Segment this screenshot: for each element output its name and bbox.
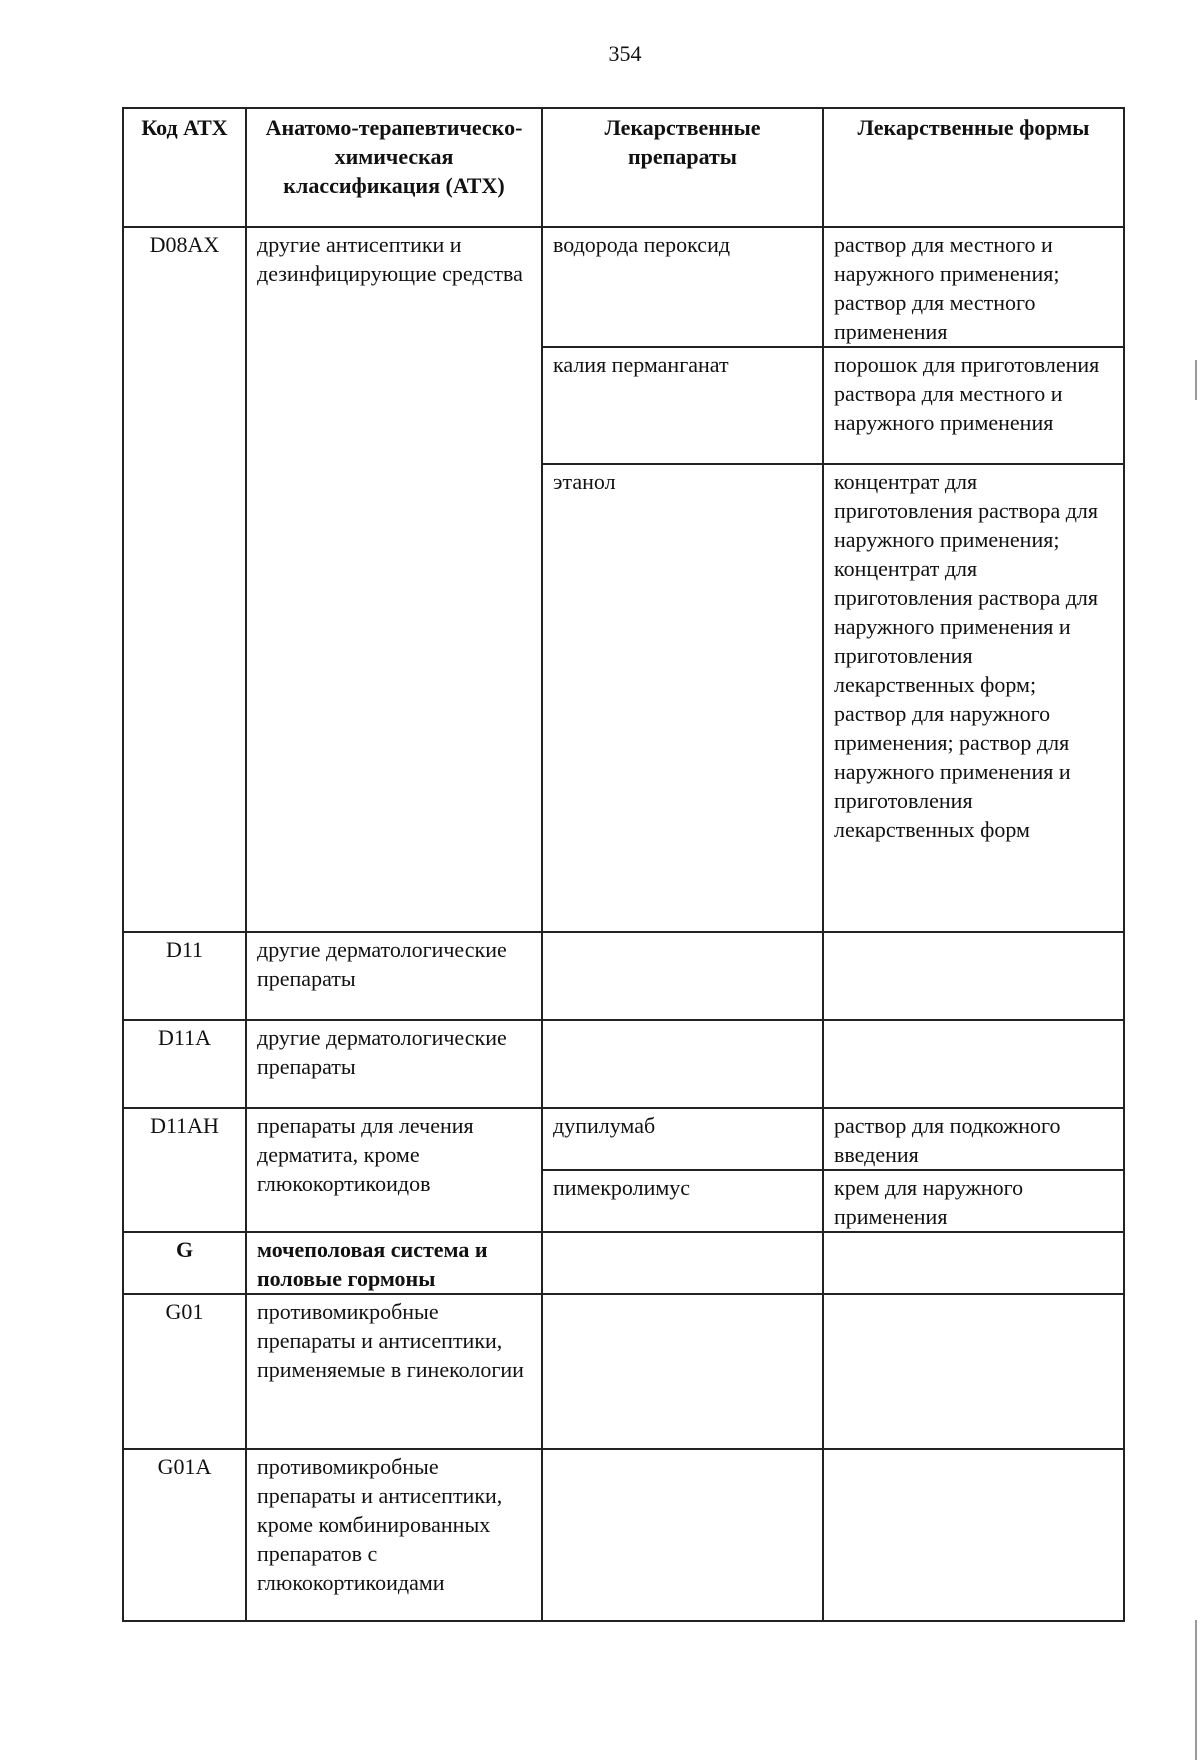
- dosage-form: [823, 1294, 1124, 1449]
- table-row: [123, 1108, 1124, 1170]
- table-row: [123, 1449, 1124, 1621]
- dosage-form: раствор для местного и наружного применения; раствор для местного применения: [823, 227, 1124, 347]
- dosage-form: раствор для подкожного введения: [823, 1108, 1124, 1170]
- drug-name: этанол: [542, 464, 823, 932]
- table-header-row: [123, 108, 1124, 227]
- atc-name: препараты для лечения дерматита, кроме глюкокортикоидов: [246, 1108, 542, 1232]
- dosage-form: [823, 932, 1124, 1020]
- drug-name: [542, 932, 823, 1020]
- dosage-form: порошок для приготовления раствора для местного и наружного применения: [823, 347, 1124, 464]
- atc-name: противомикробные препараты и антисептики, кроме комбинированных препаратов с глюкокортикоидами: [246, 1449, 542, 1621]
- drug-name: [542, 1449, 823, 1621]
- atc-code: D11: [123, 932, 246, 1020]
- atx-table: [122, 107, 1125, 1622]
- header-dosage-forms: Лекарственные формы: [823, 108, 1124, 227]
- dosage-form: [823, 1449, 1124, 1621]
- drug-name: [542, 1020, 823, 1108]
- atc-code: D11AH: [123, 1108, 246, 1232]
- header-drugs: Лекарственные препараты: [542, 108, 823, 227]
- table-row: [123, 932, 1124, 1020]
- table-row: [123, 1020, 1124, 1108]
- atc-name: другие дерматологические препараты: [246, 1020, 542, 1108]
- drug-name: [542, 1232, 823, 1294]
- dosage-form: крем для наружного применения: [823, 1170, 1124, 1232]
- drug-name: [542, 1294, 823, 1449]
- drug-name: калия перманганат: [542, 347, 823, 464]
- dosage-form: [823, 1232, 1124, 1294]
- atc-code: D08AX: [123, 227, 246, 932]
- scan-edge-mark: [1195, 1620, 1197, 1760]
- atc-name: противомикробные препараты и антисептики, применяемые в гинекологии: [246, 1294, 542, 1449]
- dosage-form: [823, 1020, 1124, 1108]
- header-code: Код АТХ: [123, 108, 246, 227]
- table-row: [123, 1294, 1124, 1449]
- atc-name: мочеполовая система и половые гормоны: [246, 1232, 542, 1294]
- atc-code: G01: [123, 1294, 246, 1449]
- atc-name: другие дерматологические препараты: [246, 932, 542, 1020]
- scan-edge-mark: [1195, 360, 1197, 400]
- atc-name: другие антисептики и дезинфицирующие средства: [246, 227, 542, 932]
- drug-name: водорода пероксид: [542, 227, 823, 347]
- drug-name: пимекролимус: [542, 1170, 823, 1232]
- table-row: [123, 1232, 1124, 1294]
- atc-code: G01A: [123, 1449, 246, 1621]
- atc-code: G: [123, 1232, 246, 1294]
- table-row: [123, 227, 1124, 347]
- page-number: 354: [608, 41, 642, 66]
- atc-code: D11A: [123, 1020, 246, 1108]
- drug-name: дупилумаб: [542, 1108, 823, 1170]
- dosage-form: концентрат для приготовления раствора для наружного применения; концентрат для приготовления раствора для наружного применения и приготовления лекарственных форм; раствор для наружного применения; раствор для наружного применения и приготовления лекарственных форм: [823, 464, 1124, 932]
- header-atc-classification: Анатомо-терапевтическо-химическая классификация (АТХ): [246, 108, 542, 227]
